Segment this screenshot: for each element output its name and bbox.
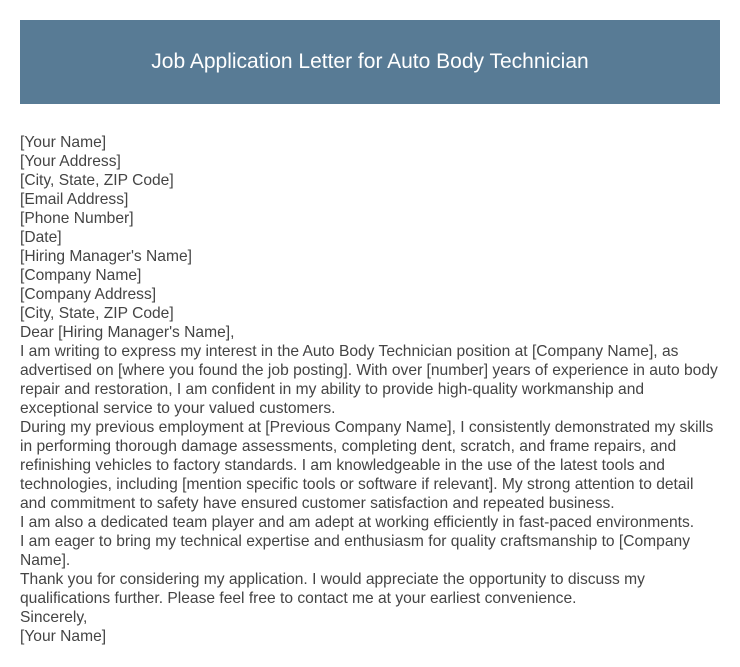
closing: Sincerely, <box>20 609 88 626</box>
sender-city-state-zip: [City, State, ZIP Code] <box>20 172 174 189</box>
paragraph-eagerness: I am eager to bring my technical expertise and enthusiasm for quality craftsmanship to [Company Name]. <box>20 533 690 569</box>
letter-date: [Date] <box>20 229 62 246</box>
sender-name: [Your Name] <box>20 134 107 151</box>
letter-body <box>20 133 720 646</box>
paragraph-introduction: I am writing to express my interest in the Auto Body Technician position at [Company Name], as advertised on [where you found the job posting]. With over [number] years of experience in auto body repair and restoration, I am confident in my ability to provide high-quality workmanship and exceptional service to your valued customers. <box>20 343 718 417</box>
paragraph-teamwork: I am also a dedicated team player and am adept at working efficiently in fast-paced environments. <box>20 514 695 531</box>
salutation: Dear [Hiring Manager's Name], <box>20 324 235 341</box>
recipient-hiring-manager: [Hiring Manager's Name] <box>20 248 192 265</box>
paragraph-experience: During my previous employment at [Previous Company Name], I consistently demonstrated my skills in performing thorough damage assessments, completing dent, scratch, and frame repairs, and refinishing vehicles to factory standards. I am knowledgeable in the use of the latest tools and technologies, including [mention specific tools or software if relevant]. My strong attention to detail and commitment to safety have ensured customer satisfaction and repeated business. <box>20 419 714 512</box>
page-title: Job Application Letter for Auto Body Technician <box>151 50 589 73</box>
recipient-company-address: [Company Address] <box>20 286 157 303</box>
signature: [Your Name] <box>20 628 107 645</box>
sender-email: [Email Address] <box>20 191 129 208</box>
paragraph-thanks: Thank you for considering my application. I would appreciate the opportunity to discuss my qualifications further. Please feel free to contact me at your earliest convenience. <box>20 571 645 607</box>
title-banner <box>20 20 720 104</box>
recipient-city-state-zip: [City, State, ZIP Code] <box>20 305 174 322</box>
sender-address: [Your Address] <box>20 153 121 170</box>
sender-phone: [Phone Number] <box>20 210 134 227</box>
recipient-company-name: [Company Name] <box>20 267 142 284</box>
